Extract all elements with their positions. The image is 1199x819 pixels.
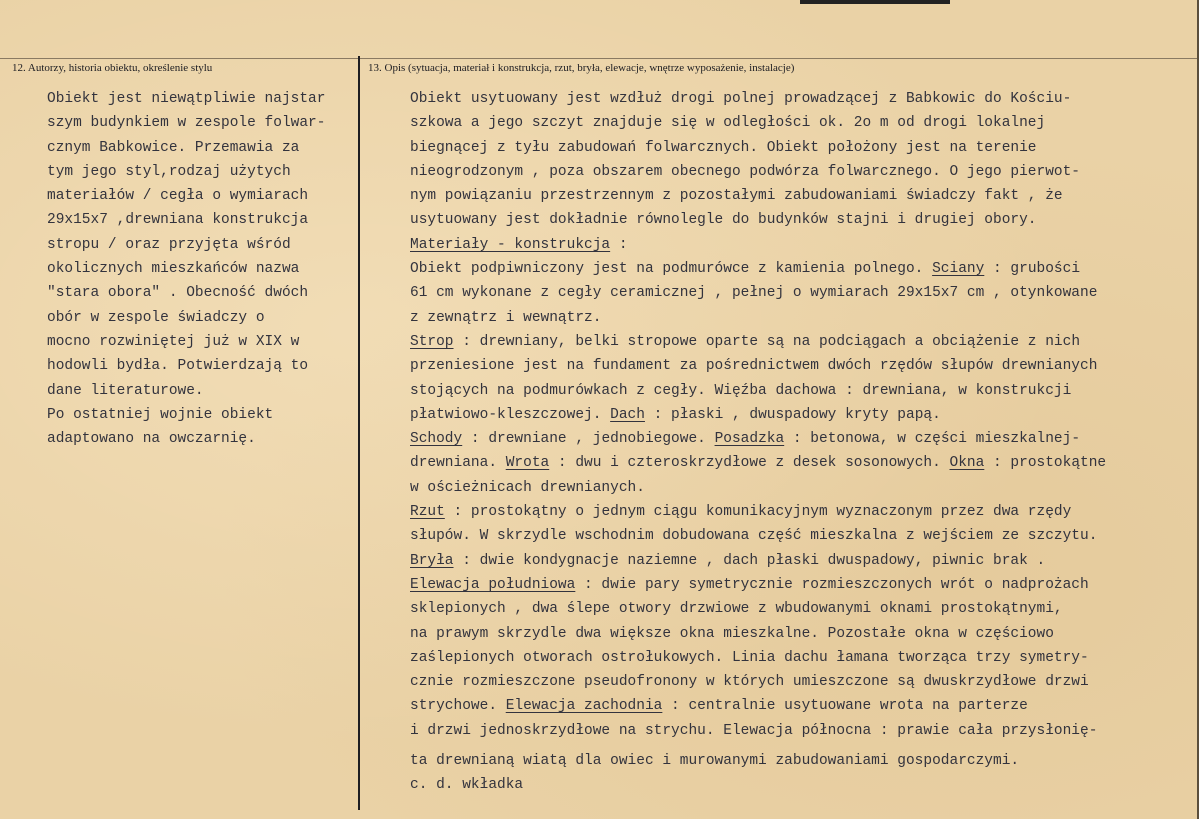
section-label: Elewacja zachodnia — [505, 698, 663, 715]
section-12-header: 12. Autorzy, historia obiektu, określenie stylu — [12, 62, 213, 74]
section-label: Schody — [410, 431, 463, 448]
description-text: strychowe. — [410, 698, 506, 715]
description-line — [410, 573, 1195, 597]
section-label: Okna — [949, 455, 985, 472]
description-text: : prostokątne — [984, 455, 1107, 472]
description-line — [410, 403, 1195, 427]
description-line — [410, 233, 1195, 257]
section-label: Rzut — [410, 504, 445, 521]
description-text: usytuowany jest dokładnie równolegle do budynków stajni i drugiej obory. — [410, 212, 1037, 229]
description-line — [410, 281, 1195, 305]
description-line — [410, 184, 1195, 208]
description-line — [410, 330, 1195, 354]
section-label: Materiały - konstrukcja — [410, 236, 611, 253]
description-text: nieogrodzonym , poza obszarem obecnego podwórza folwarcznego. O jego pierwot- — [410, 163, 1081, 180]
section-label: Posadzka — [714, 431, 785, 448]
history-text-line: tym jego styl,rodzaj użytych — [47, 163, 291, 180]
description-text: stojących na podmurówkach z cegły. Więźba dachowa : drewniana, w konstrukcji — [410, 382, 1072, 399]
history-text-line: Po ostatniej wojnie obiekt — [47, 406, 274, 423]
history-text-line: hodowli bydła. Potwierdzają to — [47, 358, 309, 375]
description-line — [410, 379, 1195, 403]
description-text: : dwie pary symetrycznie rozmieszczonych wrót o nadprożach — [575, 576, 1089, 593]
description-text: : dwu i czteroskrzydłowe z desek sosonowych. — [549, 455, 950, 472]
section-13-header: 13. Opis (sytuacja, materiał i konstrukcja, rzut, bryła, elewacje, wnętrze wyposażenie, instalacje) — [368, 62, 795, 74]
column-divider — [358, 56, 360, 810]
description-text: ta drewnianą wiatą dla owiec i murowanymi zabudowaniami gospodarczymi. — [410, 753, 1020, 770]
history-text-line: obór w zespole świadczy o — [47, 309, 265, 326]
description-line — [410, 476, 1195, 500]
description-line — [410, 694, 1195, 718]
section-label: Wrota — [505, 455, 550, 472]
description-line — [410, 719, 1195, 743]
description-text: : — [610, 236, 628, 253]
description-text: : płaski , dwuspadowy kryty papą. — [644, 406, 941, 423]
description-text: cznie rozmieszczone pseudofronony w których umieszczone są dwuskrzydłowe drzwi — [410, 674, 1089, 691]
history-text-line: materiałów / cegła o wymiarach — [47, 188, 309, 205]
description-text: 61 cm wykonane z cegły ceramicznej , pełnej o wymiarach 29x15x7 cm , otynkowane — [410, 285, 1098, 302]
history-text-line: 29x15x7 ,drewniana konstrukcja — [47, 212, 309, 229]
description-text: w ościeżnicach drewnianych. — [410, 479, 645, 496]
description-line — [410, 354, 1195, 378]
description-text: : grubości — [984, 261, 1081, 278]
description-text: : drewniany, belki stropowe oparte są na podciągach a obciążenie z nich — [453, 333, 1081, 350]
description-line — [410, 549, 1195, 573]
description-line — [410, 646, 1195, 670]
section-label: Elewacja południowa — [410, 576, 576, 593]
header-rule — [0, 58, 1199, 59]
description-line — [410, 500, 1195, 524]
description-line — [410, 306, 1195, 330]
history-text-column — [47, 87, 357, 451]
description-text-column — [410, 87, 1195, 798]
description-text: na prawym skrzydle dwa większe okna mieszkalne. Pozostałe okna w częściowo — [410, 625, 1054, 642]
section-label: Dach — [610, 406, 645, 423]
description-line — [410, 427, 1195, 451]
description-text: biegnącej z tyłu zabudowań folwarcznych. Obiekt położony jest na terenie — [410, 139, 1037, 156]
description-text: sklepionych , dwa ślepe otwory drzwiowe z wbudowanymi oknami prostokątnymi, — [410, 601, 1063, 618]
description-text: : centralnie usytuowane wrota na parterze — [662, 698, 1028, 715]
description-text: płatwiowo-kleszczowej. — [410, 406, 611, 423]
description-text: zaślepionych otworach ostrołukowych. Linia dachu łamana tworząca trzy symetry- — [410, 649, 1089, 666]
description-text: nym powiązaniu przestrzennym z pozostałymi zabudowaniami świadczy fakt , że — [410, 188, 1063, 205]
history-text-line: szym budynkiem w zespole folwar- — [47, 115, 326, 132]
description-text: : prostokątny o jednym ciągu komunikacyjnym wyznaczonym przez dwa rzędy — [444, 504, 1072, 521]
description-line — [410, 160, 1195, 184]
description-text: przeniesione jest na fundament za pośrednictwem dwóch rzędów słupów drewnianych — [410, 358, 1098, 375]
description-line — [410, 597, 1195, 621]
history-text-line: Obiekt jest niewątpliwie najstar — [47, 91, 326, 107]
description-text: Obiekt podpiwniczony jest na podmurówce z kamienia polnego. — [410, 261, 933, 278]
description-line — [410, 622, 1195, 646]
description-text: drewniana. — [410, 455, 506, 472]
description-line — [410, 257, 1195, 281]
history-text-line: cznym Babkowice. Przemawia za — [47, 139, 300, 156]
top-edge-mark — [800, 0, 950, 4]
description-text: Obiekt usytuowany jest wzdłuż drogi polnej prowadzącej z Babkowic do Kościu- — [410, 91, 1072, 107]
history-text-line: dane literaturowe. — [47, 382, 204, 399]
description-text: z zewnątrz i wewnątrz. — [410, 309, 602, 326]
description-text: słupów. W skrzydle wschodnim dobudowana część mieszkalna z wejściem ze szczytu. — [410, 528, 1098, 545]
history-text-line: "stara obora" . Obecność dwóch — [47, 285, 309, 302]
description-line — [410, 524, 1195, 548]
description-text: : betonowa, w części mieszkalnej- — [784, 431, 1081, 448]
description-text: c. d. wkładka — [410, 777, 524, 794]
description-line — [410, 773, 1195, 797]
history-text-line: mocno rozwiniętej już w XIX w — [47, 333, 300, 350]
description-text: i drzwi jednoskrzydłowe na strychu. Elewacja północna : prawie cała przysłonię- — [410, 722, 1098, 739]
history-text-line: stropu / oraz przyjęta wśród — [47, 236, 291, 253]
description-line — [410, 749, 1195, 773]
description-text: szkowa a jego szczyt znajduje się w odległości ok. 2o m od drogi lokalnej — [410, 115, 1046, 132]
description-line — [410, 111, 1195, 135]
description-text: : dwie kondygnacje naziemne , dach płaski dwuspadowy, piwnic brak . — [453, 552, 1046, 569]
section-label: Strop — [410, 333, 454, 350]
description-text: : drewniane , jednobiegowe. — [462, 431, 715, 448]
description-line — [410, 208, 1195, 232]
description-line — [410, 136, 1195, 160]
section-label: Sciany — [932, 261, 985, 278]
description-line — [410, 451, 1195, 475]
section-label: Bryła — [410, 552, 454, 569]
description-line — [410, 87, 1195, 111]
history-text-line: okolicznych mieszkańców nazwa — [47, 261, 300, 278]
description-line — [410, 670, 1195, 694]
history-text-line: adaptowano na owczarnię. — [47, 431, 256, 448]
